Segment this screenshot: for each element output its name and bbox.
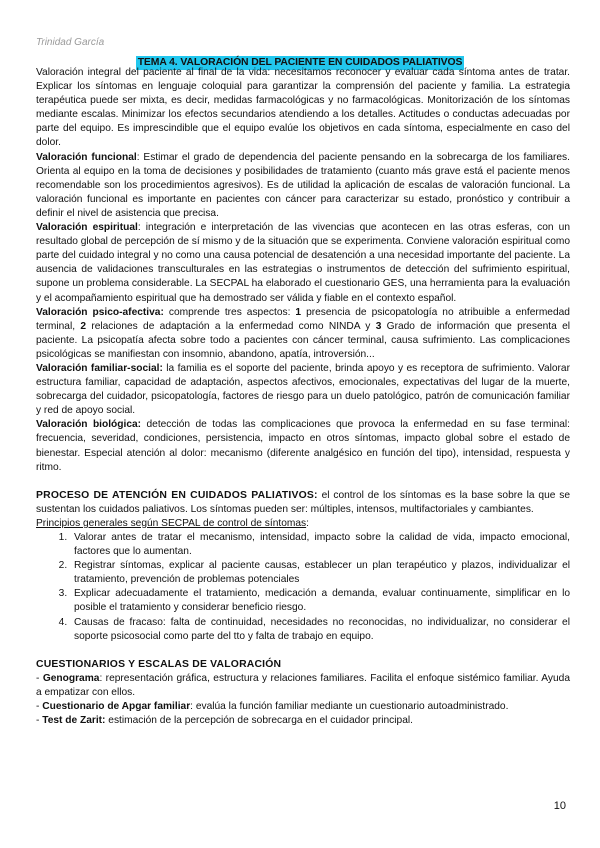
section-text: detección de todas las complicaciones que provoca la enfermedad en su fase terminal: frecuencia, severidad, condiciones, persistencia, impacto en otros síntomas, impacto global sobre el estado de bienestar. Especial atención al dolor: mecanismo (diferente analgésico en función del tipo), intensidad, respuesta y ritmo.	[36, 419, 571, 473]
valoracion-funcional	[36, 151, 570, 221]
list-item: 2. Registrar síntomas, explicar al paciente causas, establecer un plan terapéutico y plazos, individualizar el tratamiento, prevención de problemas potenciales	[70, 559, 570, 587]
author-header: Trinidad García	[36, 37, 105, 48]
section-label: Valoración biológica:	[36, 419, 142, 431]
section-text: relaciones de adaptación a la enfermedad como NINDA y	[86, 320, 376, 332]
colon: :	[306, 517, 309, 529]
section-text: : integración e interpretación de las vivencias que acontecen en las otras esferas, con un resultado global de percepción de sí mismo y de la situación que se experimenta. Conviene valoración espiritual como parte del cuidado integral y no como una causa potencial de desatención a una necesidad importante del paciente. La ausencia de validaciones transculturales en las estrategias o instrumentos de detección del sufrimiento espiritual, supone un problema considerable. La SECPAL ha elaborado el cuestionario GES, una herramienta para la evaluación y el acompañamiento espiritual que ha demostrado ser válida y fiable en el contexto español.	[36, 222, 571, 304]
section-label: Valoración espiritual	[36, 222, 138, 234]
cuestionario-item	[36, 714, 570, 728]
item-text: estimación de la percepción de sobrecarga en el cuidador principal.	[105, 715, 413, 727]
principios-heading: Principios generales según SECPAL de control de síntomas	[36, 517, 307, 529]
cuestionario-item	[36, 700, 570, 714]
item-text: : evalúa la función familiar mediante un cuestionario autoadministrado.	[190, 701, 509, 713]
number-marker: 3	[375, 320, 382, 332]
valoracion-familiar-social	[36, 362, 570, 418]
number-marker: 2	[80, 320, 87, 332]
section-text: el control de los síntomas es la base sobre la que se sustentan los cuidados paliativos. Los síntomas pueden ser: múltiples, intensos, multifactoriales y cambiantes.	[36, 489, 571, 515]
list-item: 3. Explicar adecuadamente el tratamiento, medicación a demanda, evaluar continuamente, simplificar en lo posible el tratamiento y considerar beneficio riesgo.	[70, 587, 570, 615]
section-label: Valoración psico-afectiva:	[36, 306, 164, 318]
document-body	[36, 66, 570, 728]
dash: -	[36, 701, 43, 713]
valoracion-biologica	[36, 418, 570, 474]
section-text: la familia es el soporte del paciente, brinda apoyo y es receptora de sufrimiento. Valorar estructura familiar, capacidad de adaptación, aspectos afectivos, emocionales, expectativas del lugar de la muerte, sobrecarga del cuidador, psicopatología, factores de riesgo para un duelo patológico, patrón de comunicación familiar y red de apoyo social.	[36, 362, 570, 417]
page-number: 10	[553, 800, 566, 812]
list-item: 1. Valorar antes de tratar el mecanismo, intensidad, impacto sobre la calidad de vida, impacto emocional, factores que lo aumentan.	[70, 531, 570, 559]
dash: -	[36, 715, 43, 727]
principios-list	[36, 531, 570, 644]
intro-paragraph: Valoración integral del paciente al final de la vida: necesitamos reconocer y evaluar cada síntoma antes de tratar. Explicar los síntomas en lenguaje coloquial para garantizar la comprensión del paciente y familia. La estrategia terapéutica puede ser mixta, es decir, medidas farmacológicas y no farmacológicas. Monitorización de los síntomas mediante escalas. Minimizar los efectos secundarios atendiendo a los detalles. Actitudes o conductas adecuadas por parte del equipo. Es imprescindible que el equipo evalúe los objetivos en cada síntoma, especialmente en caso del dolor.	[36, 67, 570, 149]
cuestionarios-heading	[36, 658, 570, 672]
dash: -	[36, 672, 43, 684]
spacer	[36, 644, 570, 658]
number-marker: 1	[295, 306, 302, 318]
item-label: Cuestionario de Apgar familiar	[42, 701, 191, 713]
section-label: Valoración funcional	[36, 151, 137, 163]
section-heading: CUESTIONARIOS Y ESCALAS DE VALORACIÓN	[36, 658, 282, 670]
section-text: comprende tres aspectos:	[163, 306, 296, 318]
proceso-atencion	[36, 489, 570, 517]
section-text: Grado de información que presenta el paciente. La psicopatía afecta sobre todo a pacientes con cáncer terminal, causa sufrimiento. Las complicaciones psicológicas se manifiestan con insomnio, abandono, apatía, introversión...	[36, 320, 570, 360]
section-heading: PROCESO DE ATENCIÓN EN CUIDADOS PALIATIVOS:	[36, 489, 318, 501]
item-label: Test de Zarit:	[42, 715, 106, 727]
item-text: : representación gráfica, estructura y relaciones familiares. Facilita el enfoque sistémico familiar. Ayuda a empatizar con ellos.	[36, 672, 570, 698]
principios-line	[36, 517, 570, 531]
list-item: 4. Causas de fracaso: falta de continuidad, necesidades no reconocidas, no individualizar, no considerar el soporte psicosocial como parte del tto y falta de trabajo en equipo.	[70, 616, 570, 644]
section-text: : Estimar el grado de dependencia del paciente pensando en la sobrecarga de los familiares. Orienta al equipo en la toma de decisiones y posibilidades de tratamiento (cuanto más grave está el paciente menos recomendable son los procedimientos agresivos). Es de utilidad la aplicación de escalas de valoración funcional. La valoración funcional es importante en pacientes con cáncer para caracterizar su estado, pronóstico y contribuir a definir el nivel de asistencia que precisa.	[36, 151, 570, 219]
spacer	[36, 475, 570, 489]
document-title: TEMA 4. VALORACIÓN DEL PACIENTE EN CUIDADOS PALIATIVOS	[137, 57, 463, 68]
valoracion-espiritual	[36, 221, 570, 306]
section-text: presencia de psicopatología no atribuible a enfermedad terminal,	[36, 306, 570, 332]
valoracion-psico-afectiva	[36, 306, 570, 362]
item-label: Genograma	[42, 672, 100, 684]
cuestionario-item	[36, 672, 570, 700]
section-label: Valoración familiar-social:	[36, 362, 163, 374]
